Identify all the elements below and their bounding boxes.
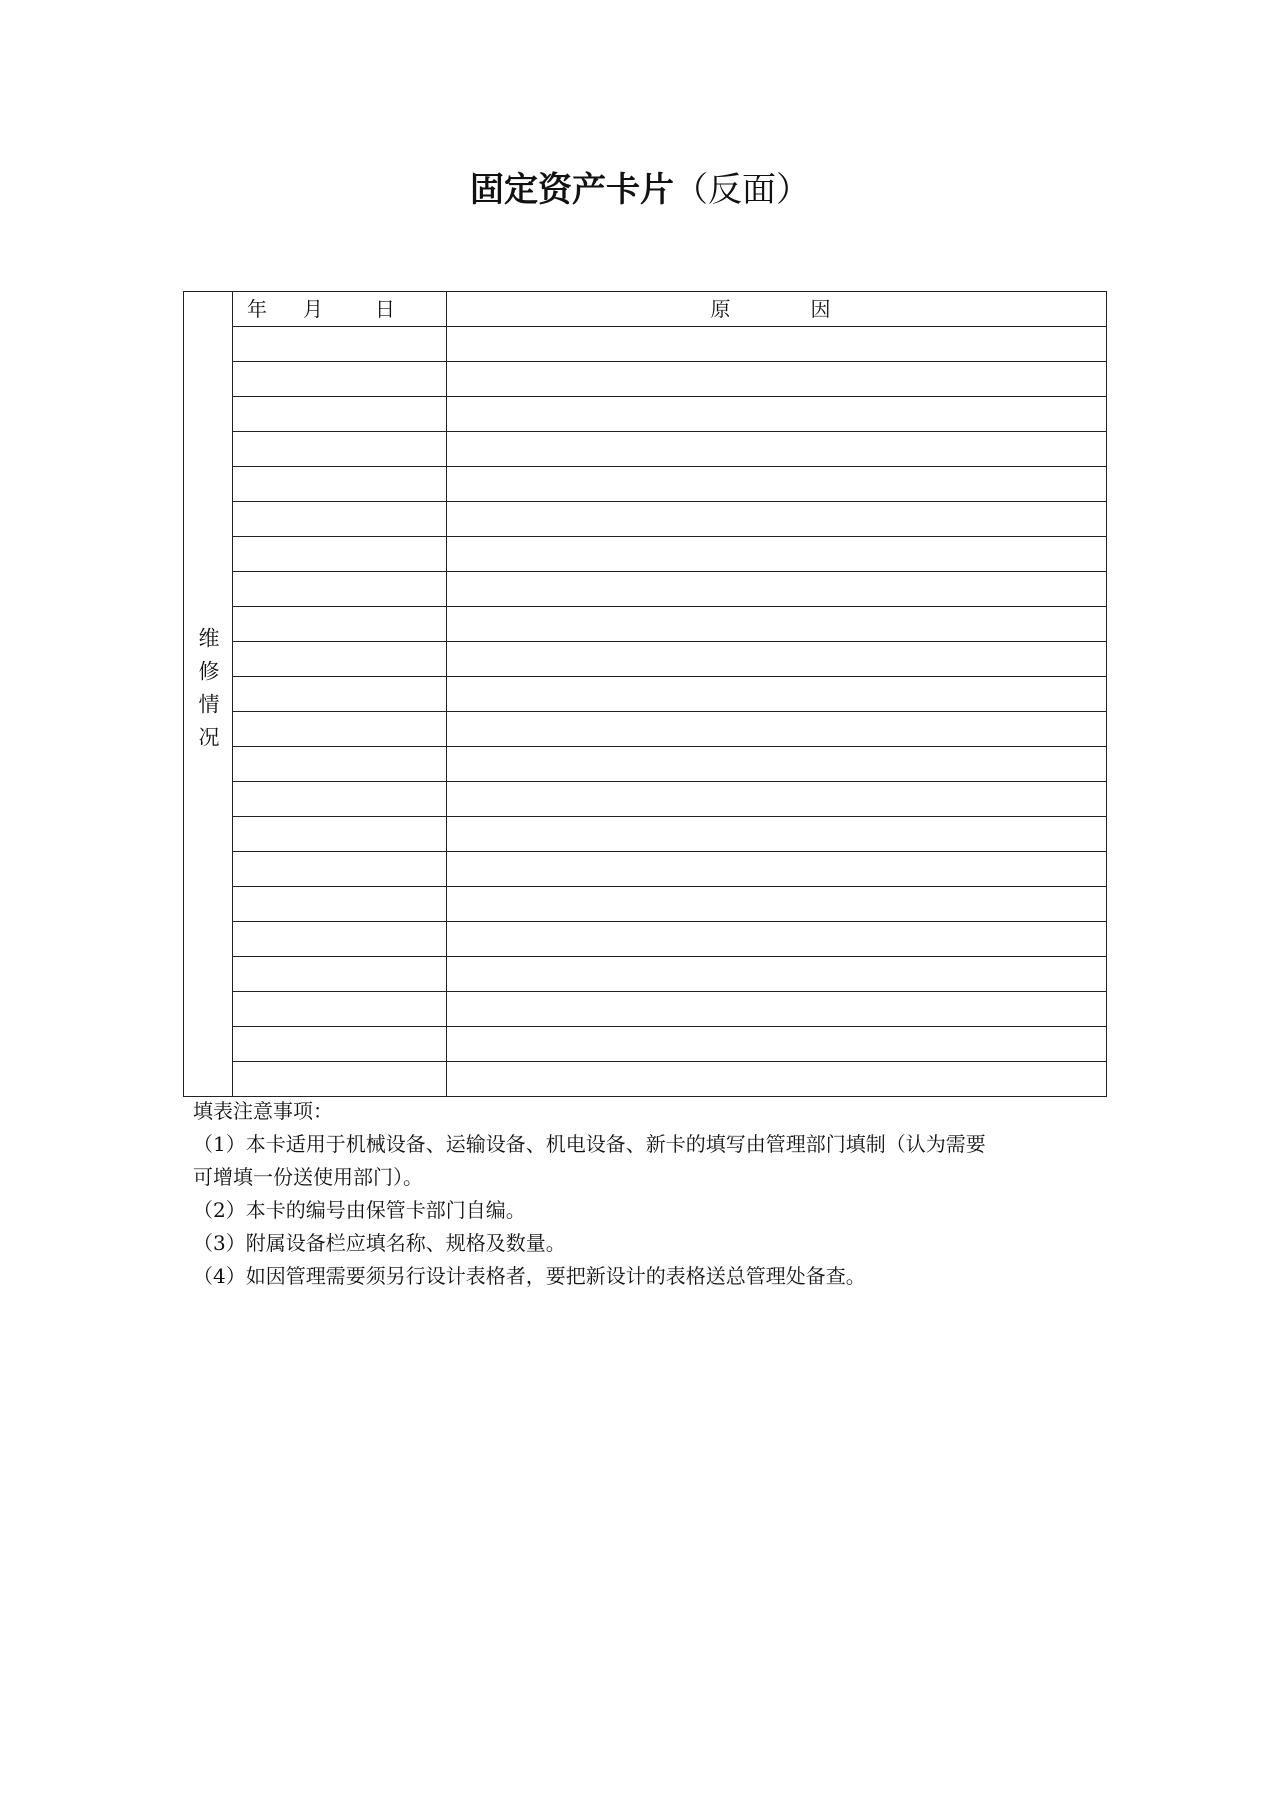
table-row [184, 327, 1107, 362]
table-row [184, 992, 1107, 1027]
reason-cell[interactable] [447, 747, 1107, 782]
reason-cell[interactable] [447, 502, 1107, 537]
date-cell[interactable] [233, 397, 447, 432]
table-row [184, 1062, 1107, 1097]
side-label-text: 维修情况 [196, 626, 220, 759]
notes-section [193, 1095, 1113, 1293]
table-row [184, 1027, 1107, 1062]
side-label-cell [184, 292, 233, 1097]
header-reason-2: 因 [810, 297, 831, 321]
table-row [184, 852, 1107, 887]
reason-cell[interactable] [447, 327, 1107, 362]
date-cell[interactable] [233, 957, 447, 992]
reason-cell[interactable] [447, 397, 1107, 432]
header-day: 日 [375, 297, 395, 321]
reason-cell[interactable] [447, 782, 1107, 817]
date-cell[interactable] [233, 712, 447, 747]
date-cell[interactable] [233, 1062, 447, 1097]
date-cell[interactable] [233, 887, 447, 922]
reason-cell[interactable] [447, 607, 1107, 642]
reason-header-cell [447, 292, 1107, 327]
date-cell[interactable] [233, 537, 447, 572]
maintenance-table [183, 291, 1107, 1097]
note-item-2: （2）本卡的编号由保管卡部门自编。 [193, 1198, 526, 1222]
notes-heading: 填表注意事项： [193, 1099, 333, 1123]
table-row [184, 537, 1107, 572]
table-row [184, 712, 1107, 747]
note-item-1-line-1: （1）本卡适用于机械设备、运输设备、机电设备、新卡的填写由管理部门填制（认为需要 [193, 1132, 986, 1156]
date-cell[interactable] [233, 747, 447, 782]
table-row [184, 677, 1107, 712]
date-cell[interactable] [233, 432, 447, 467]
header-reason-1: 原 [710, 297, 731, 321]
reason-cell[interactable] [447, 852, 1107, 887]
date-cell[interactable] [233, 467, 447, 502]
reason-cell[interactable] [447, 1062, 1107, 1097]
reason-cell[interactable] [447, 467, 1107, 502]
note-item-4: （4）如因管理需要须另行设计表格者，要把新设计的表格送总管理处备查。 [193, 1264, 866, 1288]
date-cell[interactable] [233, 992, 447, 1027]
table-header-row [184, 292, 1107, 327]
date-cell[interactable] [233, 677, 447, 712]
reason-cell[interactable] [447, 1027, 1107, 1062]
page-title [0, 168, 1280, 212]
table-row [184, 467, 1107, 502]
date-cell[interactable] [233, 642, 447, 677]
reason-cell[interactable] [447, 992, 1107, 1027]
reason-cell[interactable] [447, 712, 1107, 747]
table-row [184, 887, 1107, 922]
table-row [184, 572, 1107, 607]
table-row [184, 817, 1107, 852]
title-main: 固定资产卡片 [470, 170, 674, 210]
date-cell[interactable] [233, 817, 447, 852]
date-header-cell [233, 292, 447, 327]
note-item-1-line-2: 可增填一份送使用部门）。 [193, 1165, 423, 1189]
date-cell[interactable] [233, 572, 447, 607]
table-row [184, 607, 1107, 642]
reason-cell[interactable] [447, 887, 1107, 922]
date-cell[interactable] [233, 782, 447, 817]
table-row [184, 782, 1107, 817]
reason-cell[interactable] [447, 817, 1107, 852]
table-row [184, 642, 1107, 677]
table-row [184, 502, 1107, 537]
reason-cell[interactable] [447, 572, 1107, 607]
date-cell[interactable] [233, 922, 447, 957]
note-item-3: （3）附属设备栏应填名称、规格及数量。 [193, 1231, 566, 1255]
table-row [184, 432, 1107, 467]
reason-cell[interactable] [447, 922, 1107, 957]
table-row [184, 397, 1107, 432]
table-row [184, 362, 1107, 397]
date-cell[interactable] [233, 502, 447, 537]
date-cell[interactable] [233, 607, 447, 642]
reason-cell[interactable] [447, 957, 1107, 992]
date-cell[interactable] [233, 362, 447, 397]
reason-cell[interactable] [447, 537, 1107, 572]
title-sub: （反面） [674, 170, 810, 210]
date-cell[interactable] [233, 1027, 447, 1062]
date-cell[interactable] [233, 852, 447, 887]
header-year: 年 [247, 297, 267, 321]
table-row [184, 957, 1107, 992]
reason-cell[interactable] [447, 432, 1107, 467]
table-row [184, 747, 1107, 782]
table-row [184, 922, 1107, 957]
reason-cell[interactable] [447, 642, 1107, 677]
date-cell[interactable] [233, 327, 447, 362]
reason-cell[interactable] [447, 677, 1107, 712]
header-month: 月 [303, 297, 323, 321]
reason-cell[interactable] [447, 362, 1107, 397]
